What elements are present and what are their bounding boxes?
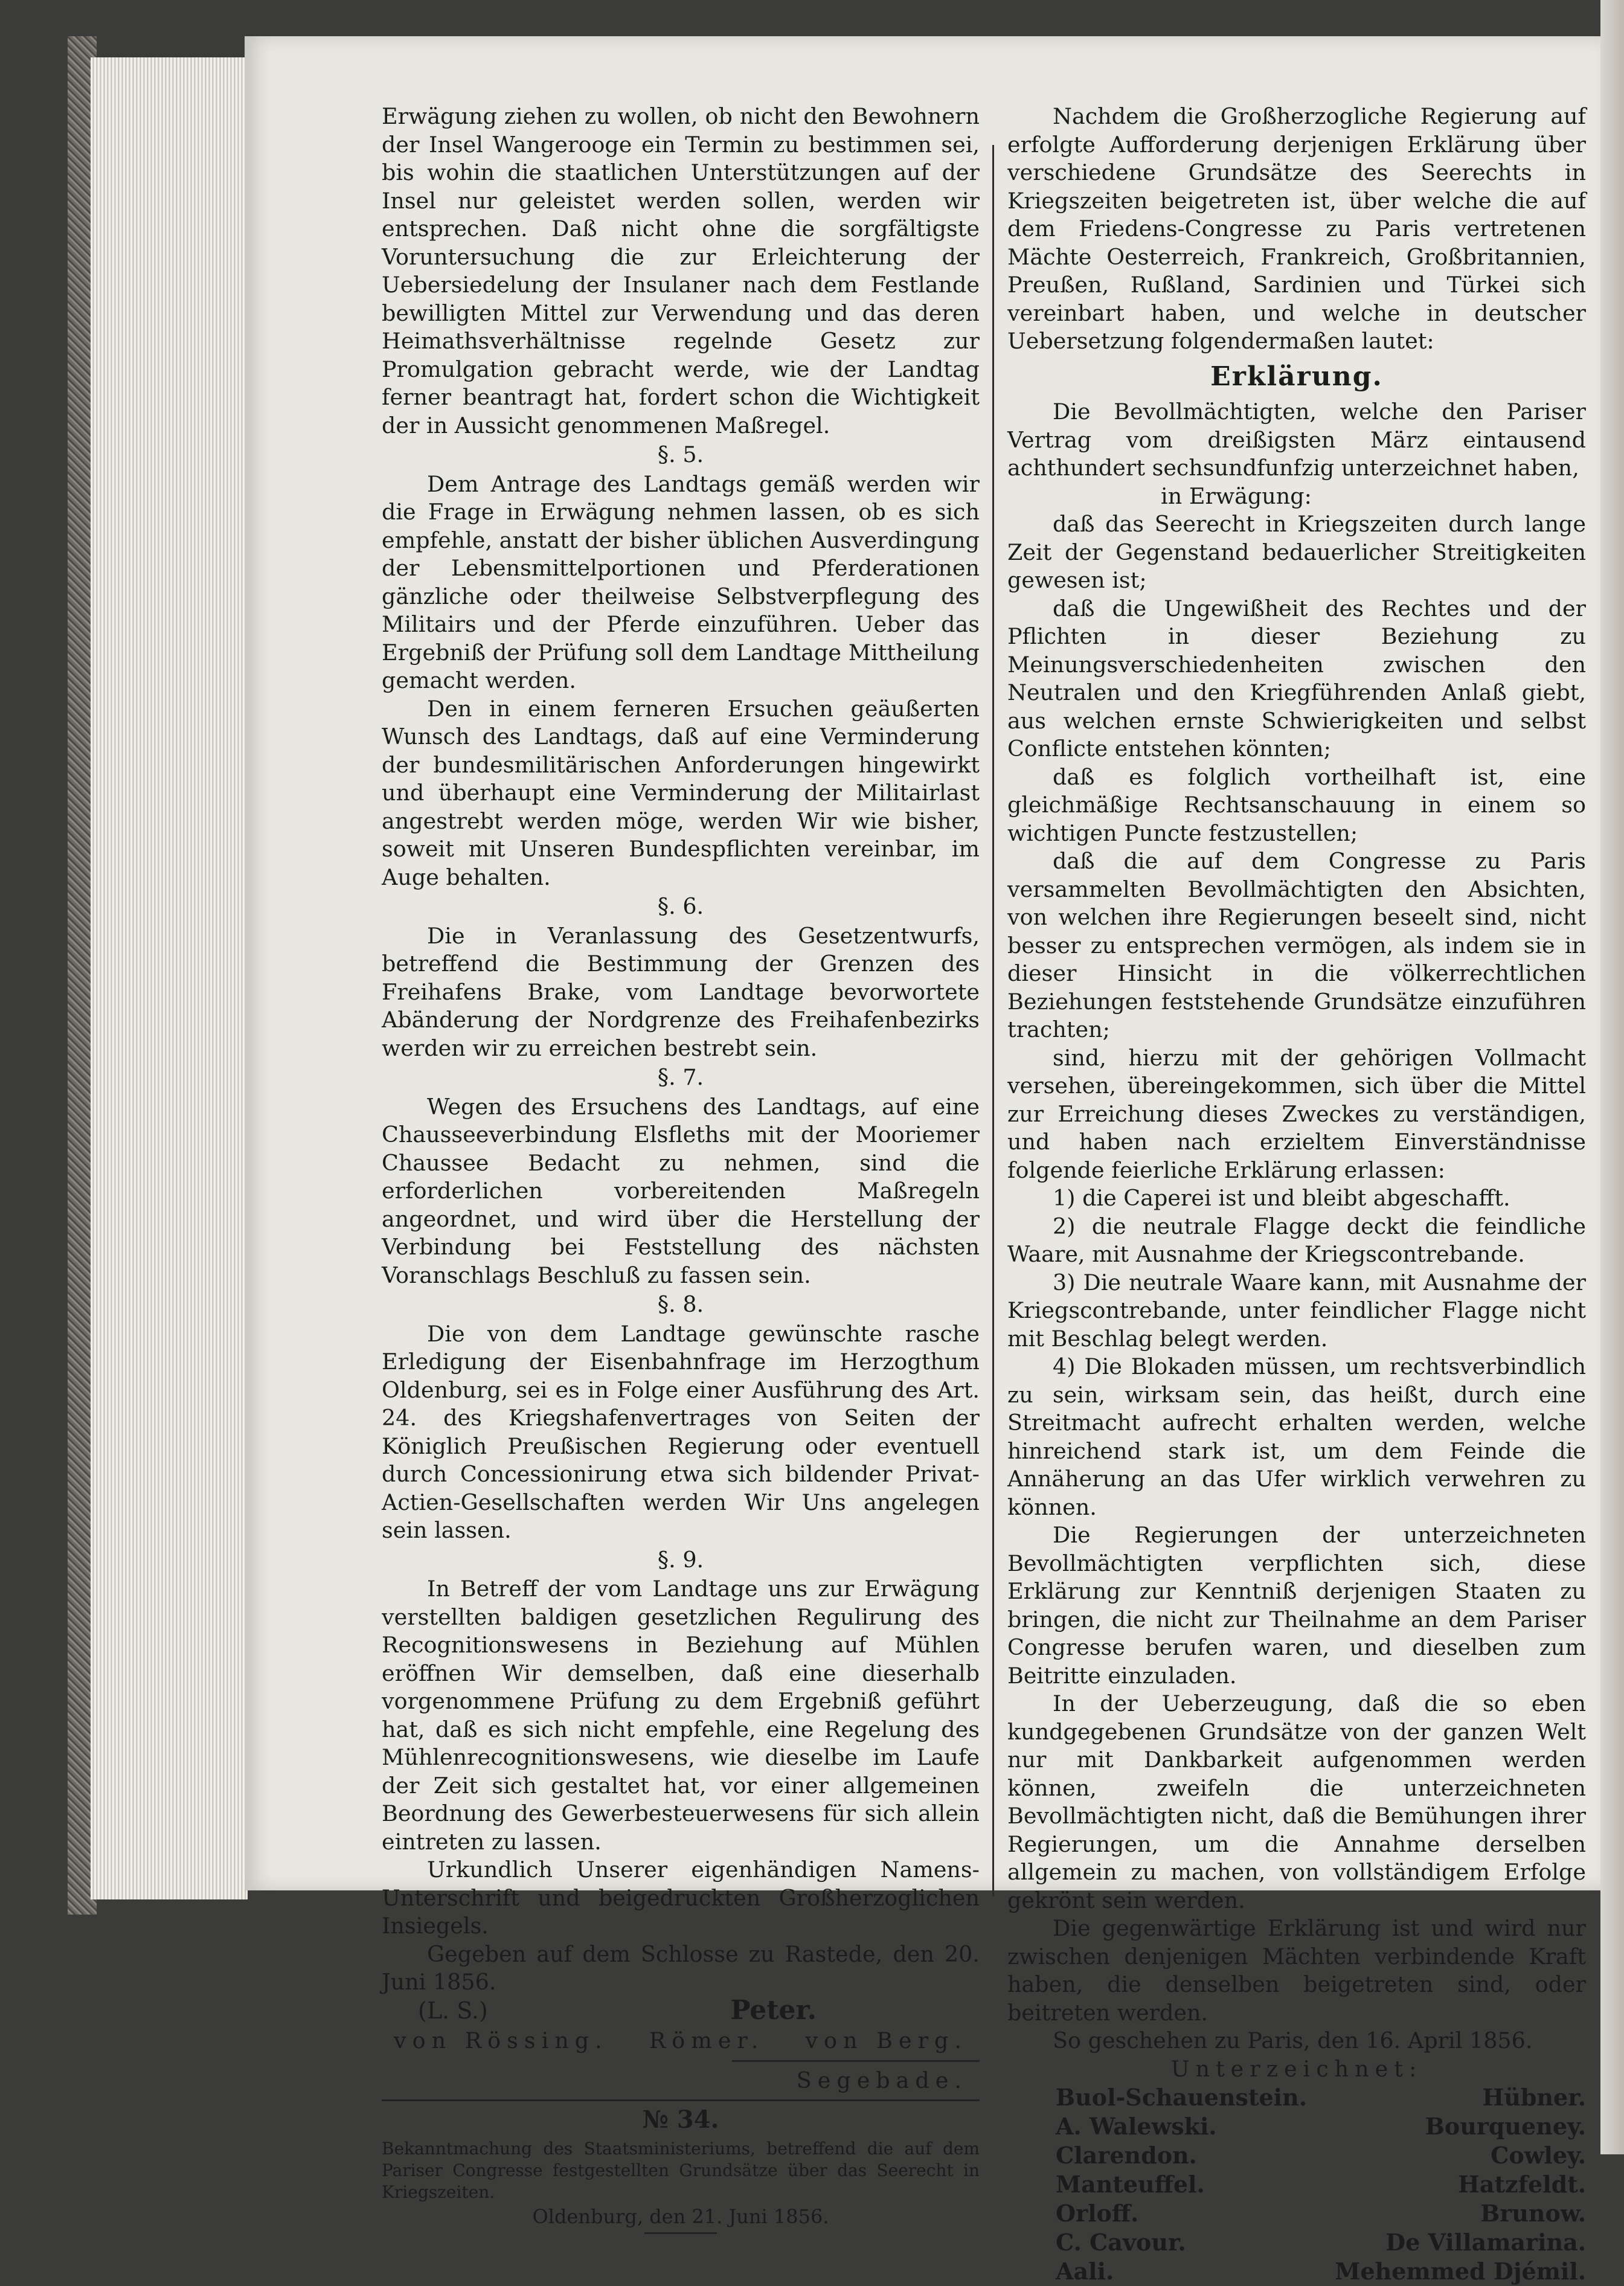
signature-line xyxy=(382,1994,980,2026)
signatory: Buol-Schauenstein. xyxy=(1056,2084,1307,2111)
paragraph: Die Bevollmächtigten, welche den Pariser Vertrag vom dreißigsten März eintausend achthundert sechsundfunfzig unterzeichnet haben, xyxy=(1007,399,1586,481)
countersignature: Segebade. xyxy=(796,2067,968,2093)
date-line: So geschehen zu Paris, den 16. April 1856. xyxy=(1053,2028,1533,2053)
column-divider xyxy=(992,145,994,1896)
paragraph: Dem Antrage des Landtags gemäß werden wir die Frage in Erwägung nehmen lassen, ob es sich empfehle, anstatt der bisher üblichen Ausverdingung der Lebensmittelportionen und Pferderationen gänzliche oder theilweise Selbstverpflegung des Militairs und der Pferde einzuführen. Ueber das Ergebniß der Prüfung soll dem Landtage Mittheilung gemacht werden. xyxy=(382,470,980,693)
paragraph: Wegen des Ersuchens des Landtags, auf eine Chausseeverbindung Elsfleths mit der Mooriemer Chaussee Bedacht zu nehmen, sind die erforderlichen vorbereitenden Maßregeln angeordnet, und wird über die Herstellung der Verbindung bei Feststellung des nächsten Voranschlags Beschluß zu fassen sein. xyxy=(382,1093,980,1288)
minister-signatures xyxy=(382,2024,980,2055)
signatory: Brunow. xyxy=(1480,2200,1586,2227)
section-heading: §. 8. xyxy=(657,1291,704,1317)
signed-label: Unterzeichnet: xyxy=(1170,2055,1423,2082)
book-page-edges xyxy=(91,57,248,1899)
notice-number: № 34. xyxy=(642,2105,719,2134)
paragraph: In der Ueberzeugung, daß die so eben kundgegebenen Grundsätze von der ganzen Welt nur mit Dankbarkeit aufgenommen werden können, zweifeln die unterzeichneten Bevollmächtigten nicht, daß die Bemühungen ihrer Regierungen, um die Annahme derselben allgemein zu machen, von vollständigem Erfolge gekrönt sein werden. xyxy=(1007,1690,1586,1913)
paragraph: Die gegenwärtige Erklärung ist und wird nur zwischen denjenigen Mächten verbindende Kraft haben, die denselben beigetreten sind, oder beitreten werden. xyxy=(1007,1915,1586,2026)
paragraph: Die von dem Landtage gewünschte rasche Erledigung der Eisenbahnfrage im Herzogthum Oldenburg, sei es in Folge einer Ausführung des Art. 24. des Kriegshafenvertrages von Seiten der Königlich Preußischen Regierung oder eventuell durch Concessionirung etwa sich bildender Privat-Actien-Gesellschaften werden Wir Uns angelegen sein lassen. xyxy=(382,1320,980,1543)
list-item: 4) Die Blokaden müssen, um rechtsverbindlich zu sein, wirksam sein, das heißt, durch eine Streitmacht aufrecht erhalten werden, welche hinreichend stark ist, um dem Feinde die Annäherung an das Ufer wirklich verwehren zu können. xyxy=(1007,1353,1586,1520)
notice-rule xyxy=(644,2232,717,2234)
paragraph: Den in einem ferneren Ersuchen geäußerten Wunsch des Landtags, daß auf eine Verminderung der bundesmilitärischen Anforderungen hingewirkt und überhaupt eine Verminderung der Militairlast angestrebt werden möge, werden Wir wie bisher, soweit mit Unseren Bundespflichten vereinbar, im Auge behalten. xyxy=(382,695,980,890)
signatory: Clarendon. xyxy=(1056,2142,1197,2169)
list-item: 3) Die neutrale Waare kann, mit Ausnahme der Kriegscontrebande, unter feindlicher Flagge nicht mit Beschlag belegt werden. xyxy=(1007,1269,1586,1352)
signatory: Cowley. xyxy=(1491,2142,1586,2169)
minister-name: von Berg. xyxy=(805,2028,968,2053)
section-heading: §. 5. xyxy=(657,441,704,467)
notice-date: Oldenburg, den 21. Juni 1856. xyxy=(532,2204,829,2228)
signatory: Hatzfeldt. xyxy=(1458,2171,1586,2198)
paragraph: daß das Seerecht in Kriegszeiten durch lange Zeit der Gegenstand bedauerlicher Streitigkeiten gewesen ist; xyxy=(1007,511,1586,593)
paragraph: daß es folglich vortheilhaft ist, eine gleichmäßige Rechtsanschauung in einem so wichtigen Puncte festzustellen; xyxy=(1007,763,1586,846)
signatory: Hübner. xyxy=(1482,2084,1586,2111)
signatory: Mehemmed Djémil. xyxy=(1335,2258,1586,2285)
paragraph: Erwägung ziehen zu wollen, ob nicht den Bewohnern der Insel Wangerooge ein Termin zu bestimmen sei, bis wohin die staatlichen Unterstützungen auf der Insel nur geleistet werden sollen, werden wir entsprechen. Daß nicht ohne die sorgfältigste Voruntersuchung die zur Erleichterung der Uebersiedelung der Insulaner nach dem Festlande bewilligten Mittel zur Verwendung und das deren Heimathsverhältnisse regelnde Gesetz zur Promulgation gebracht werde, wie der Landtag ferner beantragt hat, fordert schon die Wichtigkeit der in Aussicht genommenen Maßregel. xyxy=(382,103,980,438)
paragraph: Die in Veranlassung des Gesetzentwurfs, betreffend die Bestimmung der Grenzen des Freihafens Brake, vom Landtage bevorwortete Abänderung der Nordgrenze des Freihafenbezirks werden wir zu erreichen bestrebt sein. xyxy=(382,922,980,1061)
minister-name: Römer. xyxy=(649,2028,765,2053)
signatory: A. Walewski. xyxy=(1056,2113,1217,2140)
signatory: Bourqueney. xyxy=(1425,2113,1586,2140)
signatory: Manteuffel. xyxy=(1056,2171,1205,2198)
section-heading: §. 9. xyxy=(657,1546,704,1573)
list-item: 2) die neutrale Flagge deckt die feindliche Waare, mit Ausnahme der Kriegscontrebande. xyxy=(1007,1213,1586,1267)
section-divider xyxy=(382,2099,980,2101)
paragraph: In Betreff der vom Landtage uns zur Erwägung verstellten baldigen gesetzlichen Regulirung des Recognitionswesens in Beziehung auf Mühlen eröffnen Wir demselben, daß eine dieserhalb vorgenommene Prüfung zu dem Ergebniß geführt hat, daß es sich nicht empfehle, eine Regelung des Mühlenrecognitionswesens, wie dieselbe im Laufe der Zeit sich gestaltet hat, vor einer allgemeinen Beordnung des Gewerbesteuerwesens für sich allein eintreten zu lassen. xyxy=(382,1576,980,1855)
signatory: Aali. xyxy=(1056,2258,1114,2285)
signatory: De Villamarina. xyxy=(1385,2229,1586,2256)
signatories-list xyxy=(1007,2083,1586,2286)
paragraph: Urkundlich Unserer eigenhändigen Namens-Unterschrift und beigedruckten Großherzoglichen Insiegels. xyxy=(382,1857,980,1939)
signatory: C. Cavour. xyxy=(1056,2229,1186,2256)
right-column xyxy=(1007,103,1586,2286)
minister-name: von Rössing. xyxy=(394,2028,608,2053)
left-column xyxy=(382,103,980,2236)
signature-rule xyxy=(732,2060,980,2062)
section-heading: §. 7. xyxy=(657,1064,704,1090)
declaration-heading: Erklärung. xyxy=(1210,361,1383,392)
paragraph: Nachdem die Großherzogliche Regierung auf erfolgte Aufforderung derjenigen Erklärung über verschiedene Grundsätze des Seerechts in Kriegszeiten beigetreten ist, über welche die auf dem Friedens-Congresse zu Paris vertretenen Mächte Oesterreich, Frankreich, Großbritannien, Preußen, Rußland, Sardinien und Türkei sich vereinbart haben, und welche in deutscher Uebersetzung folgendermaßen lautet: xyxy=(1007,103,1586,354)
section-heading: §. 6. xyxy=(657,893,704,919)
signatory: Orloff. xyxy=(1056,2200,1139,2227)
date-line: Gegeben auf dem Schlosse zu Rastede, den 20. Juni 1856. xyxy=(382,1941,980,1995)
adjacent-page-strip xyxy=(1600,0,1624,2154)
notice-title: Bekanntmachung des Staatsministeriums, betreffend die auf dem Pariser Congresse festgestellten Grundsätze über das Seerecht in Kriegszeiten. xyxy=(382,2138,980,2202)
paragraph: Die Regierungen der unterzeichneten Bevollmächtigten verpflichten sich, diese Erklärung zur Kenntniß derjenigen Staaten zu bringen, die nicht zur Theilnahme an dem Pariser Congresse berufen waren, und dieselben zum Beitritte einzuladen. xyxy=(1007,1522,1586,1689)
seal-mark: (L. S.) xyxy=(418,1997,488,2024)
paragraph: daß die auf dem Congresse zu Paris versammelten Bevollmächtigten den Absichten, von welchen ihre Regierungen beseelt sind, nicht besser zu entsprechen vermögen, als indem sie in dieser Hinsicht in die völkerrechtlichen Beziehungen feststehende Grundsätze einzuführen trachten; xyxy=(1007,848,1586,1042)
paragraph: daß die Ungewißheit des Rechtes und der Pflichten in dieser Beziehung zu Meinungsverschiedenheiten zwischen den Neutralen und den Kriegführenden Anlaß giebt, aus welchen ernste Schwierigkeiten und selbst Conflicte entstehen könnten; xyxy=(1007,595,1586,762)
paragraph: sind, hierzu mit der gehörigen Vollmacht versehen, übereingekommen, sich über die Mittel zur Erreichung dieses Zweckes zu verständigen, und haben nach erzieltem Einverständnisse folgende feierliche Erklärung erlassen: xyxy=(1007,1044,1586,1183)
considering-line: in Erwägung: xyxy=(1161,483,1312,509)
list-item: 1) die Caperei ist und bleibt abgeschafft. xyxy=(1053,1185,1510,1211)
signer-name: Peter. xyxy=(730,1994,817,2026)
